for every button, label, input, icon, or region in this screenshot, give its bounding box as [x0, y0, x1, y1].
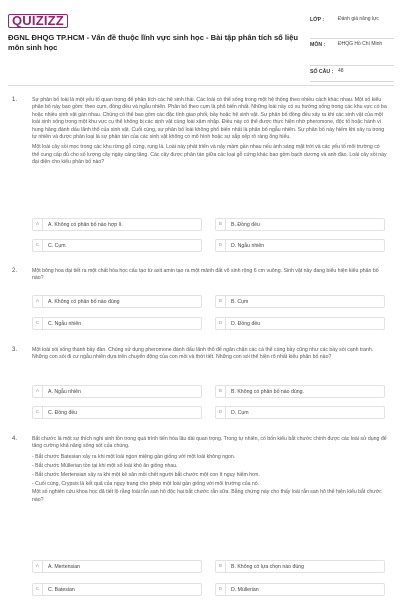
- option-a[interactable]: [32, 295, 202, 308]
- question-text: [32, 347, 388, 365]
- option-text: C. Cụm: [48, 242, 66, 249]
- question-bullet: - Bắt chước Müllerian tồn tại khi một số loài khó ăn giống nhau.: [32, 462, 178, 469]
- option-letter: A: [33, 561, 43, 572]
- option-text: B. Không có lựa chọn nào đúng: [231, 563, 304, 570]
- option-text: C. Ngẫu nhiên: [48, 320, 82, 327]
- option-text: D. Cụm: [231, 409, 249, 416]
- option-c[interactable]: [32, 317, 202, 330]
- option-text: D. Ngẫu nhiên: [231, 242, 265, 249]
- header-divider: [8, 85, 394, 86]
- question-paragraph: Một số nghiên cứu khoa học đã tiết lộ rằng loài rắn san hô độc hại bắt chước rắn sữa. Bằng chứng này cho thấy loài rắn san hô thể hiện kiểu bắt chước nào?: [32, 489, 382, 503]
- option-letter: C: [33, 407, 43, 418]
- document-title: ĐGNL ĐHQG TP.HCM - Vấn đề thuộc lĩnh vực sinh học - Bài tập phân tích số liệu môn sinh học: [8, 33, 299, 52]
- option-b[interactable]: [215, 218, 385, 231]
- option-letter: D: [216, 407, 226, 418]
- option-text: A. Không có phân bố nào hợp lí.: [48, 221, 123, 228]
- option-text: A. Không có phân bố nào đúng: [48, 298, 120, 305]
- question-paragraph: Một loài cây sồi mọc trong các khu rừng gỗ cứng, rụng lá. Loài này phát triển và nảy mầm gần nhau nếu ánh sáng mặt trời và các yếu tố môi trường có thể cung cấp đủ cho số lượng cây ngày càng tăng. Các cây được phân tán giữa các loại gỗ cứng khác bao gồm bạch dương và anh đào. Loài cây sồi này đại diện cho kiểu phân bố nào?: [32, 144, 387, 166]
- option-letter: A: [33, 386, 43, 397]
- option-letter: B: [216, 386, 226, 397]
- option-text: A. Ngẫu nhiên: [48, 388, 81, 395]
- option-a[interactable]: [32, 385, 202, 398]
- question-text: [32, 97, 388, 170]
- option-a[interactable]: [32, 218, 202, 231]
- option-text: A. Mertensian: [48, 563, 81, 570]
- question-bullet: - Cuối cùng, Crypsis là kết quả của ngụy trang cho phép một loài gần giống với môi trường của nó.: [32, 480, 260, 487]
- question-bullet: - Bắt chước Mertensian xảy ra khi một kẻ săn mồi chết người bắt chước một con ít nguy hiểm hơn.: [32, 471, 260, 478]
- option-b[interactable]: [215, 385, 385, 398]
- option-letter: B: [216, 561, 226, 572]
- logo-text: QUIZIZZ: [8, 14, 68, 28]
- option-letter: B: [216, 296, 226, 307]
- option-letter: D: [216, 318, 226, 329]
- meta-class-value: Đánh giá năng lực: [338, 16, 379, 22]
- option-letter: A: [33, 219, 43, 230]
- quizizz-logo: [8, 14, 68, 28]
- option-d[interactable]: [215, 406, 385, 419]
- meta-class-row: [310, 14, 394, 39]
- option-d[interactable]: [215, 317, 385, 330]
- option-letter: C: [33, 240, 43, 251]
- option-c[interactable]: [32, 583, 202, 596]
- option-text: C. Đồng đều: [48, 409, 78, 416]
- option-a[interactable]: [32, 560, 202, 573]
- question-number: 4.: [12, 436, 18, 442]
- meta-count-value: 48: [338, 68, 344, 74]
- option-text: D. Müllerian: [231, 586, 259, 593]
- worksheet-meta: [310, 14, 394, 82]
- option-text: B. Cụm: [231, 298, 249, 305]
- meta-subject-value: ĐHQG Hồ Chí Minh: [338, 41, 383, 47]
- meta-subject-row: [310, 39, 394, 66]
- option-text: C. Batesian: [48, 586, 75, 593]
- question-text: [32, 268, 388, 286]
- option-letter: A: [33, 296, 43, 307]
- option-b[interactable]: [215, 560, 385, 573]
- option-letter: D: [216, 584, 226, 595]
- option-b[interactable]: [215, 295, 385, 308]
- option-c[interactable]: [32, 406, 202, 419]
- option-d[interactable]: [215, 583, 385, 596]
- option-text: D. Đồng đều: [231, 320, 261, 327]
- question-number: 1.: [12, 97, 18, 103]
- question-paragraph: Bắt chước là một sự thích nghi sinh tồn trong quá trình tiến hóa lâu dài quan trọng. Trong tự nhiên, có bốn kiểu bắt chước chính được các loài sử dụng để tăng cường khả năng sống sót của chúng.: [32, 436, 387, 450]
- meta-count-row: [310, 66, 394, 82]
- question-text: [32, 436, 388, 507]
- question-number: 3.: [12, 347, 18, 353]
- meta-class-label: LỚP :: [310, 17, 325, 23]
- question-paragraph: Sự phân bố loài là một yếu tố quan trọng để phân tích các hệ sinh thái. Các loài có thể sống trong một hệ thống theo nhiều cách khác nhau. Một số kiểu phân bố này bao gồm: theo cụm, đồng đều và ngẫu nhiên. Phân bố theo cụm là phổ biến nhất. Những loài này có xu hướng sống trong các khu vực có ba hoặc nhiều sinh vật gần nhau. Chúng có thể bao gồm các đặc tính giao phối, bầy hoặc hệ sinh vật. Sự phân bố đồng đều xảy ra khi các sinh vật của một loài sinh sống trong một khu vực cụ thể không bị các sinh vật cùng loài xâm nhập. Điều này có thể được thực hiện nhờ pheromone, độc tố hoặc hành vi hung hăng đánh dấu lãnh thổ của sinh vật. Cuối cùng, sự phân bố loài không phổ biến nhất là phân bố ngẫu nhiên. Sự phân bố này hiếm khi xảy ra trong tự nhiên và được phân loại là sự phân tán của các sinh vật không có mô hình hoặc sự sắp xếp rõ ràng ông hiểu.: [32, 97, 387, 141]
- meta-count-label: SỐ CÂU :: [310, 69, 334, 75]
- question-paragraph: Một bông hoa dại tiết ra một chất hóa học cấu tạo từ axit amin tạo ra một mảnh đất vô sinh rộng 6 cm vuông. Sinh vật này đang biểu hiện kiểu phân bố nào?: [32, 268, 379, 282]
- option-letter: C: [33, 584, 43, 595]
- option-letter: B: [216, 219, 226, 230]
- option-text: B. Đồng đều: [231, 221, 260, 228]
- option-text: B. Không có phân bố nào đúng.: [231, 388, 304, 395]
- question-bullet: - Bắt chước Batesian xảy ra khi một loài ngon miệng gần giống với một loài không ngon.: [32, 453, 236, 460]
- option-c[interactable]: [32, 239, 202, 252]
- question-paragraph: Một loài sói sống thành bầy đàn. Chúng sử dụng pheromone đánh dấu lãnh thổ để ngăn chặn các cá thể cùng bầy cũng như các bầy sói cạnh tranh. Những con sói đi cư ngẫu nhiên dựa trên chuyển động của con mồi và thời tiết. Những con sói thể hiện rõ nhất kiểu phân bố nào?: [32, 347, 374, 361]
- option-letter: D: [216, 240, 226, 251]
- option-letter: C: [33, 318, 43, 329]
- meta-subject-label: MÔN :: [310, 42, 326, 48]
- option-d[interactable]: [215, 239, 385, 252]
- question-number: 2.: [12, 268, 18, 274]
